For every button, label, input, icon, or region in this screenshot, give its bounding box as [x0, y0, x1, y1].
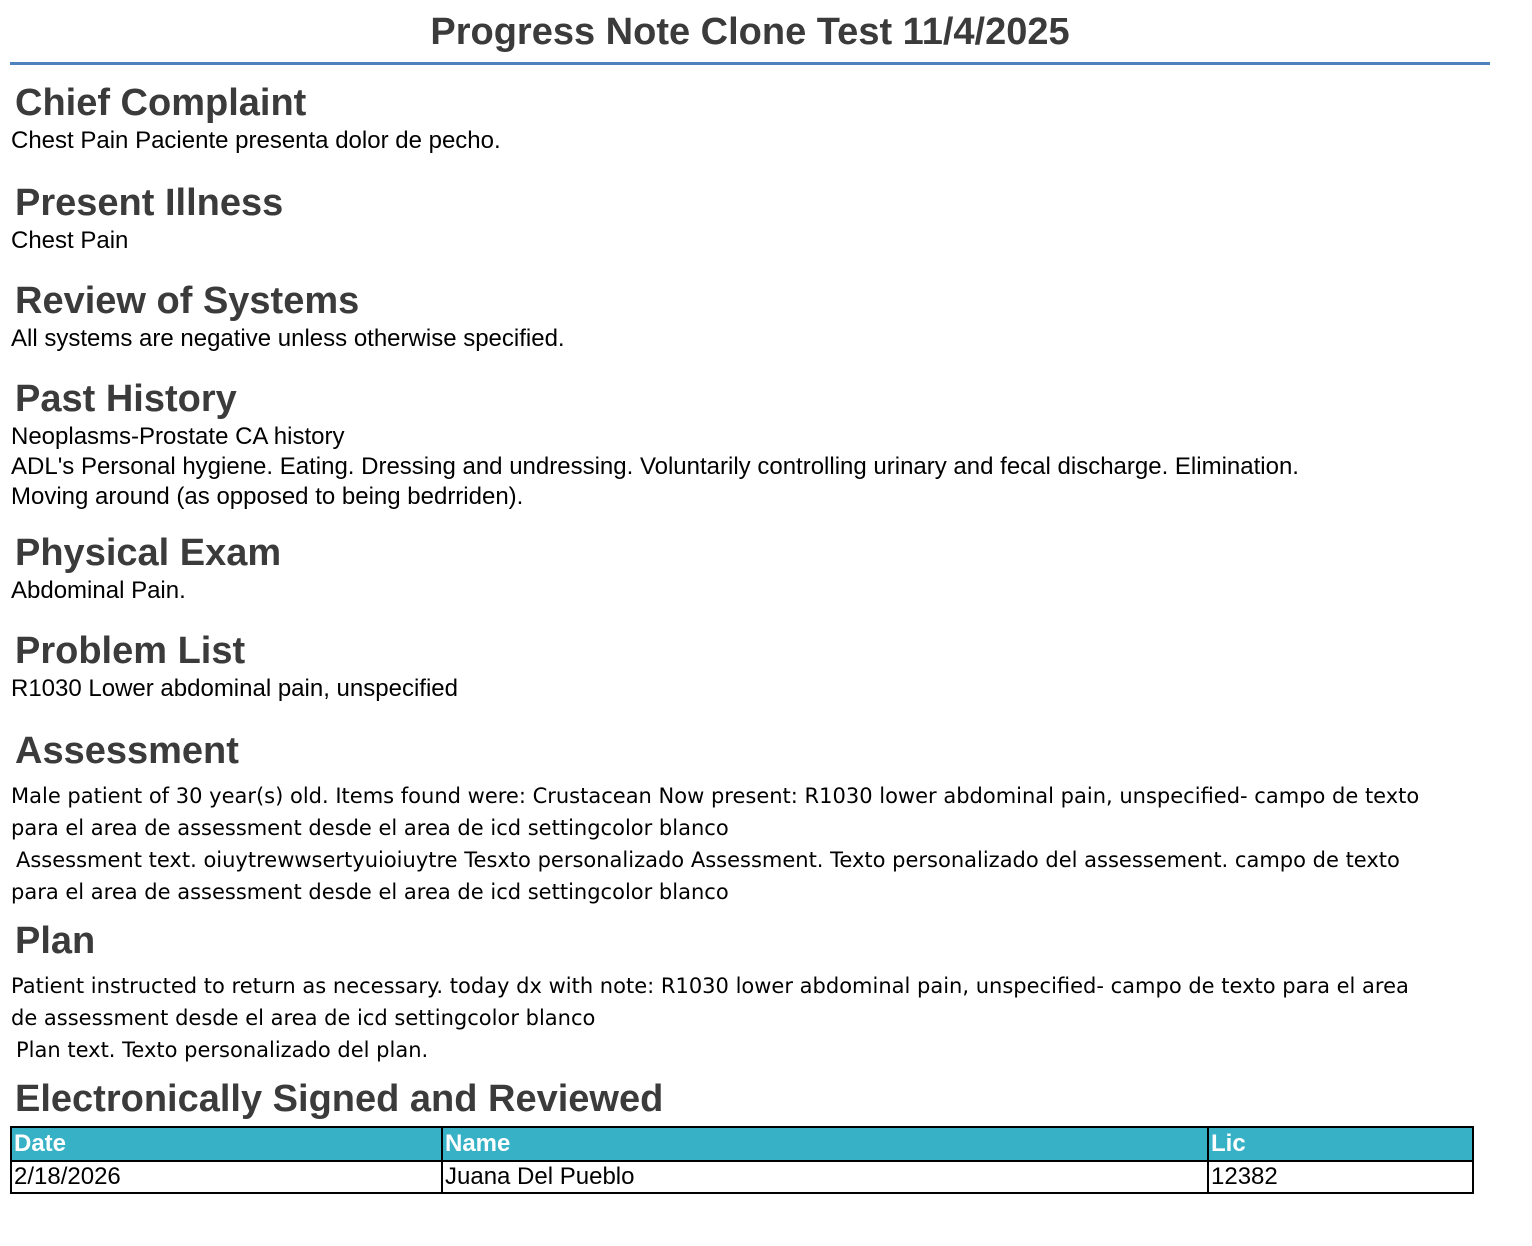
section-text: R1030 Lower abdominal pain, unspecified: [11, 675, 458, 702]
section-text: All systems are negative unless otherwise specified.: [11, 325, 565, 352]
section-physical-exam: [0, 530, 281, 606]
cell-date: 2/18/2026: [11, 1161, 442, 1193]
section-text: para el area de assessment desde el area de icd settingcolor blanco: [11, 880, 729, 904]
section-chief-complaint: [0, 80, 501, 156]
section-text: de assessment desde el area de icd settingcolor blanco: [11, 1006, 596, 1030]
section-text: Moving around (as opposed to being bedrriden).: [11, 483, 524, 510]
cell-lic: 12382: [1208, 1161, 1473, 1193]
section-heading: Assessment: [15, 730, 239, 772]
section-text: Patient instructed to return as necessary. today dx with note: R1030 lower abdominal pain, unspecified- campo de texto para el area: [11, 974, 1409, 998]
column-header-name: Name: [442, 1127, 1208, 1161]
title-divider: [10, 62, 1490, 65]
table-header-row: [11, 1127, 1473, 1161]
section-text: Plan text. Texto personalizado del plan.: [16, 1038, 429, 1062]
section-text: ADL's Personal hygiene. Eating. Dressing and undressing. Voluntarily controlling urinary and fecal discharge. Elimination.: [11, 453, 1299, 480]
section-heading: Present Illness: [15, 182, 284, 224]
section-signature: [0, 1076, 663, 1122]
section-past-history: [0, 376, 1299, 512]
page-title: Progress Note Clone Test 11/4/2025: [430, 11, 1070, 53]
section-text: Chest Pain Paciente presenta dolor de pecho.: [11, 127, 501, 154]
column-header-date: Date: [11, 1127, 442, 1161]
section-review-of-systems: [0, 278, 565, 354]
section-problem-list: [0, 628, 458, 704]
section-heading: Review of Systems: [15, 280, 360, 322]
section-text: Assessment text. oiuytrewwsertyuioiuytre Tesxto personalizado Assessment. Texto personalizado del assessement. campo de texto: [16, 848, 1400, 872]
section-text: Abdominal Pain.: [11, 577, 186, 604]
section-text: Male patient of 30 year(s) old. Items found were: Crustacean Now present: R1030 lower abdominal pain, unspecified- campo de texto: [11, 784, 1420, 808]
section-heading: Plan: [15, 920, 96, 962]
section-present-illness: [0, 180, 283, 256]
section-heading: Past History: [15, 378, 237, 420]
section-assessment: [0, 728, 1476, 908]
section-heading: Electronically Signed and Reviewed: [15, 1078, 664, 1120]
table-row: [11, 1161, 1473, 1193]
section-text: Chest Pain: [11, 227, 129, 254]
column-header-lic: Lic: [1208, 1127, 1473, 1161]
section-heading: Chief Complaint: [15, 82, 307, 124]
section-plan: [0, 918, 1476, 1066]
section-heading: Problem List: [15, 630, 246, 672]
signature-table: [10, 1126, 1474, 1194]
cell-name: Juana Del Pueblo: [442, 1161, 1208, 1193]
section-heading: Physical Exam: [15, 532, 282, 574]
section-text: para el area de assessment desde el area de icd settingcolor blanco: [11, 816, 729, 840]
section-text: Neoplasms-Prostate CA history: [11, 423, 345, 450]
